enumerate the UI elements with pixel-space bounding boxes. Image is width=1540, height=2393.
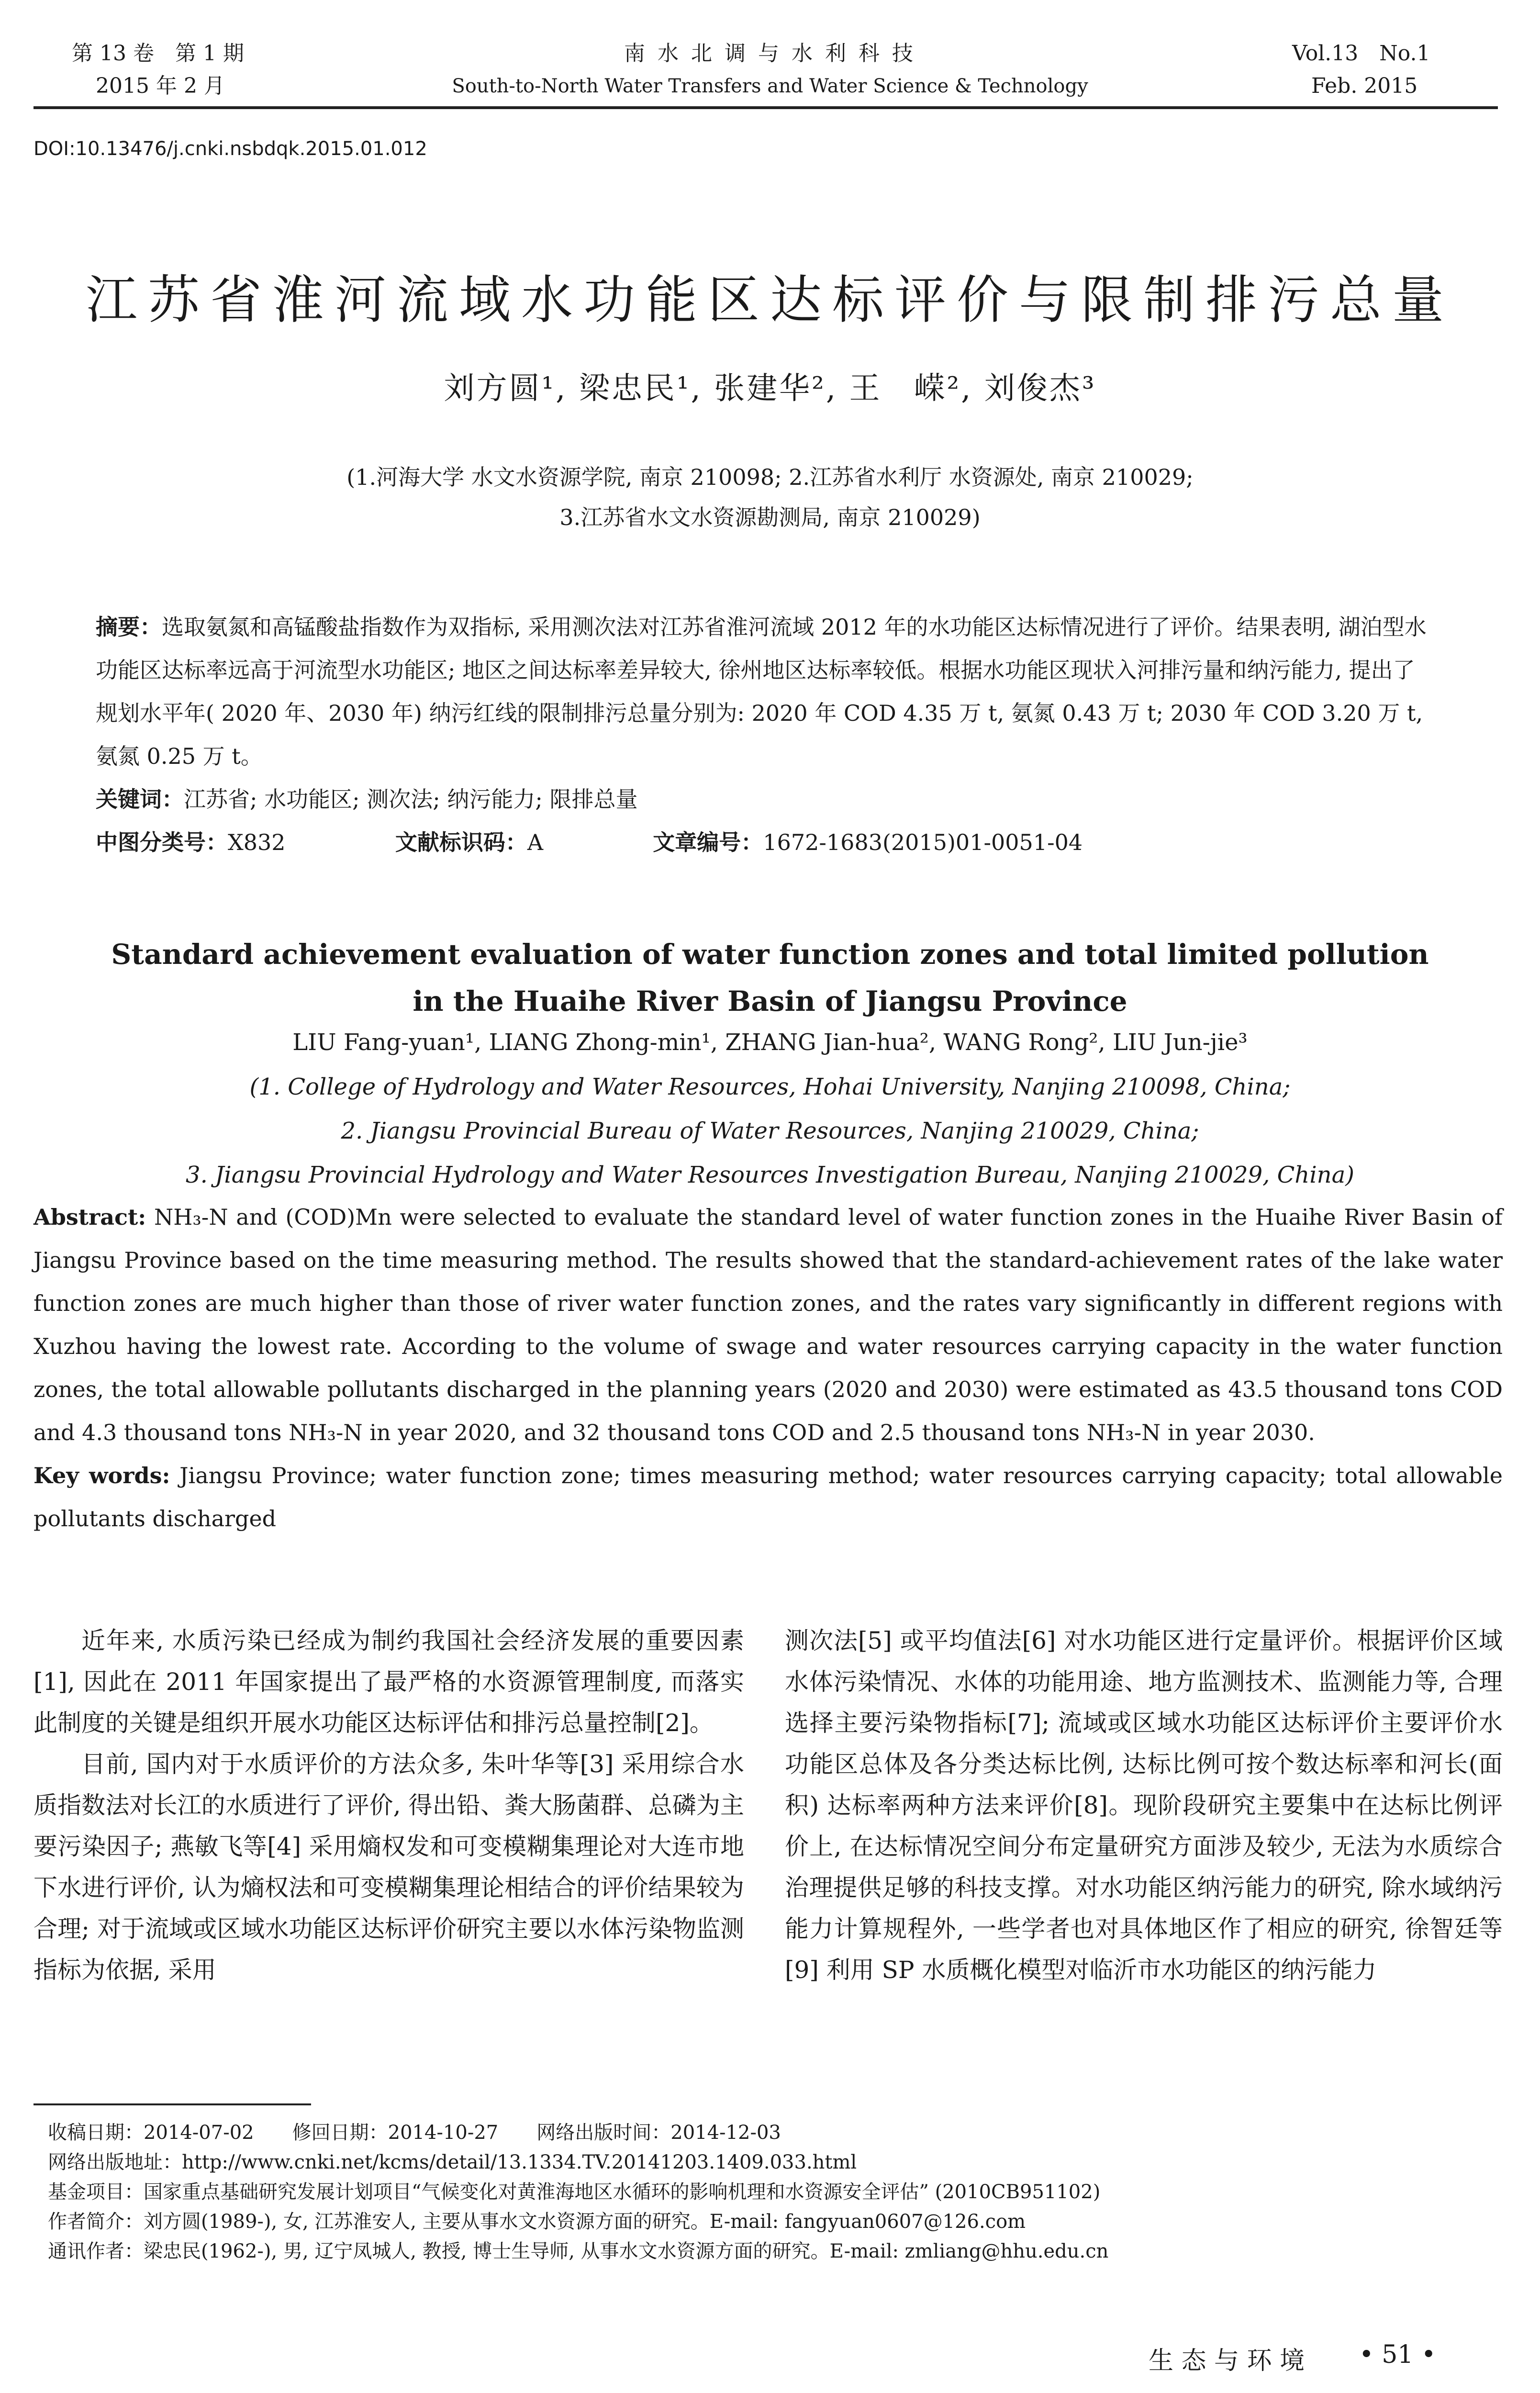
keywords-en [33,1454,1503,1540]
abstract-en [33,1196,1503,1454]
affiliation-en-3: 3. Jiangsu Provincial Hydrology and Water Resources Investigation Bureau, Nanjing 210029, China) [186,1162,1354,1188]
date-cn: 2015 年 2 月 [96,74,225,98]
doc-code-value: A [527,829,544,855]
authors-en: LIU Fang-yuan¹, LIANG Zhong-min¹, ZHANG Jian-hua², WANG Rong², LIU Jun-jie³ [292,1029,1248,1056]
abstract-en-text: NH₃-N and (COD)Mn were selected to evaluate the standard level of water function zones in the Huaihe River Basin of Jiangsu Province based on the time measuring method. The results showed that the standard-achievement rates of the lake water function zones are much higher than those of river water function zones, and the rates vary significantly in different regions with Xuzhou having the lowest rate. According to the volume of swage and water resources carrying capacity in the water function zones, the total allowable pollutants discharged in the planning years (2020 and 2030) were estimated as 43.5 thousand tons COD and 4.3 thousand tons NH₃-N in year 2020, and 32 thousand tons COD and 2.5 thousand tons NH₃-N in year 2030. [33,1204,1503,1445]
doi: DOI:10.13476/j.cnki.nsbdqk.2015.01.012 [33,138,427,160]
keywords-en-text: Jiangsu Province; water function zone; times measuring method; water resources carrying capacity; total allowable pollutants discharged [33,1463,1503,1532]
footnote-online-url: 网络出版地址：http://www.cnki.net/kcms/detail/13.1334.TV.20141203.1409.033.html [48,2151,857,2173]
article-no-value: 1672-1683(2015)01-0051-04 [763,829,1083,855]
abstract-cn-text: 选取氨氮和高锰酸盐指数作为双指标, 采用测次法对江苏省淮河流域 2012 年的水功能区达标情况进行了评价。结果表明, 湖泊型水功能区达标率远高于河流型水功能区; 地区之间达标率差异较大, 徐州地区达标率较低。根据水功能区现状入河排污量和纳污能力, 提出了规划水平年( 2020 年、2030 年) 纳污红线的限制排污总量分别为: 2020 年 COD 4.35 万 t, 氨氮 0.43 万 t; 2030 年 COD 3.20 万 t, 氨氮 0.25 万 t。 [96,614,1427,769]
section-name: 生 态 与 环 境 [1149,2347,1305,2375]
body-paragraph: 目前, 国内对于水质评价的方法众多, 朱叶华等[3] 采用综合水质指数法对长江的水质进行了评价, 得出铅、粪大肠菌群、总磷为主要污染因子; 燕敏飞等[4] 采用熵权发和可变模糊集理论对大连市地下水进行评价, 认为熵权法和可变模糊集理论相结合的评价结果较为合理; 对于流域或区域水功能区达标评价研究主要以水体污染物监测指标为依据, 采用 [33,1750,744,1984]
header-rule [33,106,1498,109]
clc-label: 中图分类号： [96,829,228,855]
abstract-cn [96,605,1436,778]
title-cn: 江苏省淮河流域水功能区达标评价与限制排污总量 [85,270,1454,330]
clc-value: X832 [228,829,286,855]
keywords-en-label: Key words: [33,1463,170,1488]
keywords-cn-text: 江苏省; 水功能区; 测次法; 纳污能力; 限排总量 [184,786,638,812]
affiliation-en-2: 2. Jiangsu Provincial Bureau of Water Resources, Nanjing 210029, China; [341,1118,1199,1144]
body-paragraph: 测次法[5] 或平均值法[6] 对水功能区进行定量评价。根据评价区域水体污染情况、水体的功能用途、地方监测技术、监测能力等, 合理选择主要污染物指标[7]; 流域或区域水功能区达标评价主要评价水功能区总体及各分类达标比例, 达标比例可按个数达标率和河长(面积) 达标率两种方法来评价[8]。现阶段研究主要集中在达标比例评价上, 在达标情况空间分布定量研究方面涉及较少, 无法为水质综合治理提供足够的科技支撑。对水功能区纳污能力的研究, 除水域纳污能力计算规程外, 一些学者也对具体地区作了相应的研究, 徐智廷等[9] 利用 SP 水质概化模型对临沂市水功能区的纳污能力 [785,1627,1503,1984]
authors-cn: 刘方圆¹, 梁忠民¹, 张建华², 王 嵘², 刘俊杰³ [444,371,1096,406]
keywords-cn-label: 关键词： [96,786,184,812]
keywords-cn [96,778,1436,821]
classification [96,821,1436,864]
date-en: Feb. 2015 [1311,74,1418,98]
journal-title-cn: 南 水 北 调 与 水 利 科 技 [624,41,916,66]
doc-code-label: 文献标识码： [395,829,527,855]
body-paragraph: 近年来, 水质污染已经成为制约我国社会经济发展的重要因素[1], 因此在 2011 年国家提出了最严格的水资源管理制度, 而落实此制度的关键是组织开展水功能区达标评估和排污总量控制[2]。 [33,1627,744,1737]
footnote-corresponding: 通讯作者：梁忠民(1962-), 男, 辽宁凤城人, 教授, 博士生导师, 从事水文水资源方面的研究。E-mail: zmliang@hhu.edu.cn [48,2240,1109,2262]
footnote-dates: 收稿日期：2014-07-02 修回日期：2014-10-27 网络出版时间：2014-12-03 [48,2122,781,2144]
affiliation-cn-2: 3.江苏省水文水资源勘测局, 南京 210029) [559,504,981,530]
page-number: • 51 • [1359,2340,1436,2369]
title-en-1: Standard achievement evaluation of water function zones and total limited pollution [111,938,1429,971]
body-column-left [33,1620,744,1990]
abstract-cn-label: 摘要： [96,614,162,640]
footnote-funding: 基金项目：国家重点基础研究发展计划项目“气候变化对黄淮海地区水循环的影响机理和水资源安全评估” (2010CB951102) [48,2181,1101,2203]
title-en-2: in the Huaihe River Basin of Jiangsu Province [413,985,1127,1018]
volume-en: Vol.13 No.1 [1292,41,1430,66]
affiliation-cn-1: (1.河海大学 水文水资源学院, 南京 210098; 2.江苏省水利厅 水资源处, 南京 210029; [346,464,1194,490]
body-column-right [785,1620,1503,1990]
volume-cn: 第 13 卷 第 1 期 [72,41,244,66]
article-no-label: 文章编号： [653,829,763,855]
footnote-author: 作者简介：刘方圆(1989-), 女, 江苏淮安人, 主要从事水文水资源方面的研究。E-mail: fangyuan0607@126.com [48,2211,1026,2233]
affiliation-en-1: (1. College of Hydrology and Water Resources, Hohai University, Nanjing 210098, China; [249,1073,1291,1100]
journal-title-en: South-to-North Water Transfers and Water Science & Technology [452,75,1088,97]
footnote-rule [33,2103,311,2105]
abstract-en-label: Abstract: [33,1204,146,1230]
